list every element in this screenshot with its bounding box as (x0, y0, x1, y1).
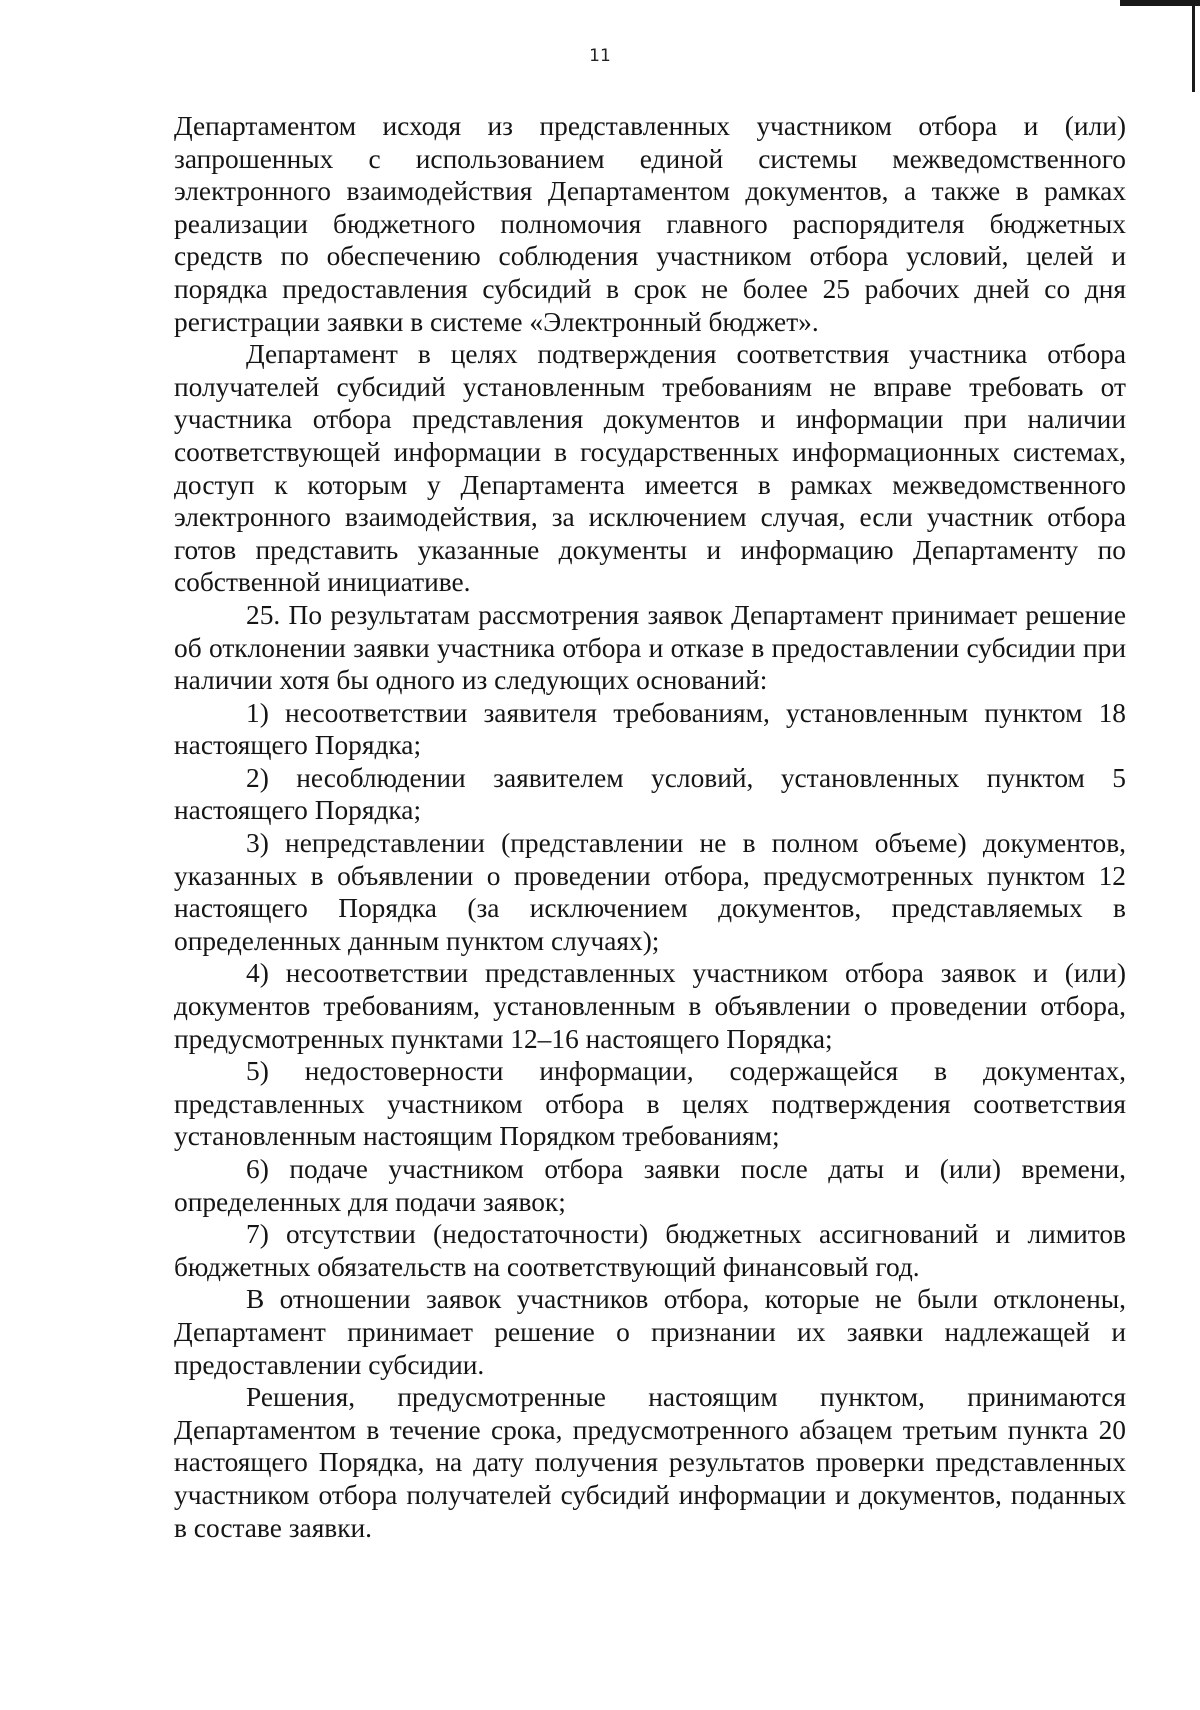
paragraph-1: Департаментом исходя из представленных участником отбора и (или) запрошенных с использованием единой системы межведомственного электронного взаимодействия Департаментом документов, а также в рамках реализации бюджетного полномочия главного распорядителя бюджетных средств по обеспечению соблюдения участником отбора условий, целей и порядка предоставления субсидий в срок не более 25 рабочих дней со дня регистрации заявки в системе «Электронный бюджет». (174, 111, 1126, 337)
list-item-4: 4) несоответствии представленных участником отбора заявок и (или) документов требованиям, установленным в объявлении о проведении отбора, предусмотренных пунктами 12–16 настоящего Порядка; (174, 958, 1126, 1054)
paragraph-3: 25. По результатам рассмотрения заявок Департамент принимает решение об отклонении заявки участника отбора и отказе в предоставлении субсидии при наличии хотя бы одного из следующих оснований: (174, 599, 1126, 696)
paragraph-2: Департамент в целях подтверждения соответствия участника отбора получателей субсидий установленным требованиям не вправе требовать от участника отбора представления документов и информации при наличии соответствующей информации в государственных информационных системах, доступ к которым у Департамента имеется в рамках межведомственного электронного взаимодействия, за исключением случая, если участник отбора готов представить указанные документы и информацию Департаменту по собственной инициативе. (174, 339, 1126, 598)
list-item-3: 3) непредставлении (представлении не в полном объеме) документов, указанных в объявлении о проведении отбора, предусмотренных пунктом 12 настоящего Порядка (за исключением документов, представляемых в определенных данным пунктом случаях); (174, 828, 1126, 956)
list-item-2: 2) несоблюдении заявителем условий, установленных пунктом 5 настоящего Порядка; (174, 762, 1126, 826)
paragraph-4: В отношении заявок участников отбора, которые не были отклонены, Департамент принимает решение о признании их заявки надлежащей и предоставлении субсидии. (174, 1284, 1126, 1380)
paragraph-5: Решения, предусмотренные настоящим пунктом, принимаются Департаментом в течение срока, предусмотренного абзацем третьим пункта 20 настоящего Порядка, на дату получения результатов проверки представленных участником отбора получателей субсидий информации и документов, поданных в составе заявки. (174, 1382, 1126, 1543)
list-item-5: 5) недостоверности информации, содержащейся в документах, представленных участником отбора в целях подтверждения соответствия установленным настоящим Порядком требованиям; (174, 1056, 1126, 1152)
page-number: 11 (589, 46, 611, 66)
list-item-7: 7) отсутствии (недостаточности) бюджетных ассигнований и лимитов бюджетных обязательств на соответствующий финансовый год. (174, 1219, 1126, 1282)
document-body (174, 110, 1126, 1544)
list-item-1: 1) несоответствии заявителя требованиям, установленным пунктом 18 настоящего Порядка; (174, 697, 1126, 761)
list-item-6: 6) подаче участником отбора заявки после даты и (или) времени, определенных для подачи заявок; (174, 1154, 1126, 1217)
scan-border-top (1120, 0, 1200, 6)
